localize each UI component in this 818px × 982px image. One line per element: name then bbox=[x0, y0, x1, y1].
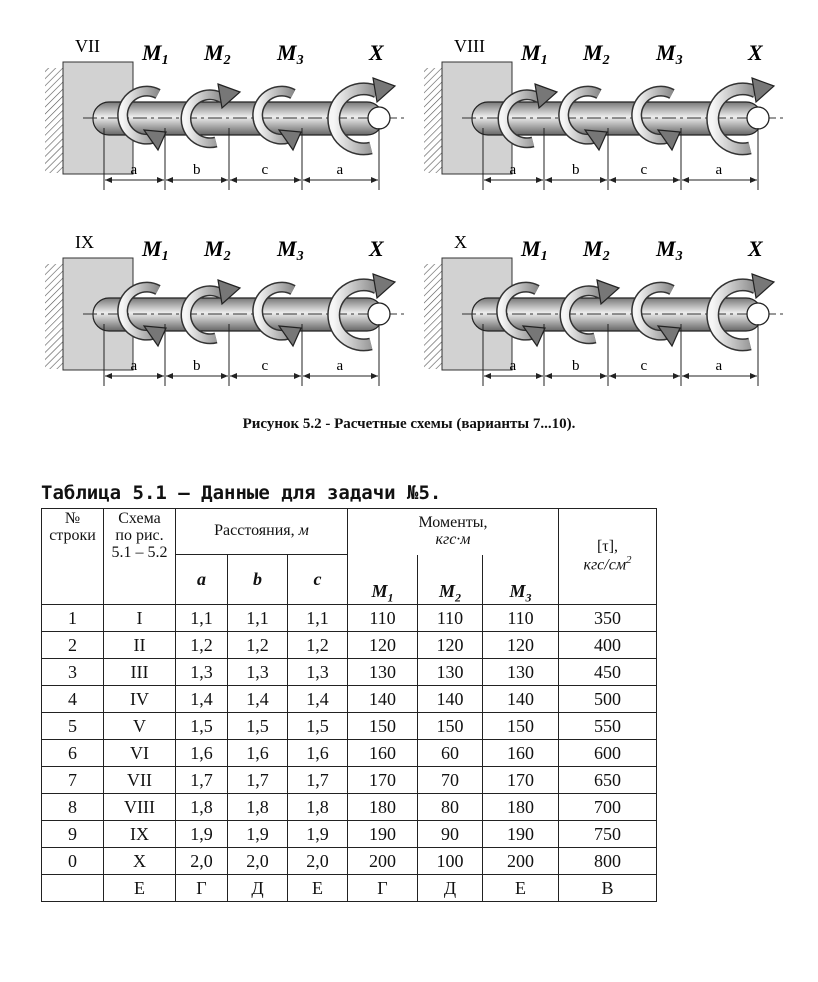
header-b: b bbox=[228, 555, 288, 605]
table-body bbox=[42, 605, 657, 902]
table-cell: 120 bbox=[348, 632, 418, 659]
moment-label: M1 bbox=[142, 40, 169, 68]
table-cell: 1,2 bbox=[288, 632, 348, 659]
header-c: c bbox=[288, 555, 348, 605]
table-cell: 3 bbox=[42, 659, 104, 686]
dim-label: b bbox=[572, 358, 580, 374]
schemes-svg bbox=[0, 0, 818, 400]
table-cell: 180 bbox=[348, 794, 418, 821]
header-moments-text: Моменты, bbox=[418, 513, 488, 531]
table-cell: VI bbox=[104, 740, 176, 767]
table-cell: IX bbox=[104, 821, 176, 848]
table-cell bbox=[42, 875, 104, 902]
table-cell: X bbox=[104, 848, 176, 875]
table-cell: 110 bbox=[483, 605, 559, 632]
table-cell: 550 bbox=[559, 713, 657, 740]
table-cell: 8 bbox=[42, 794, 104, 821]
table-row bbox=[42, 740, 657, 767]
table-cell: 180 bbox=[483, 794, 559, 821]
table-cell: 1,8 bbox=[288, 794, 348, 821]
moment-label: M2 bbox=[204, 40, 231, 68]
table-cell: 120 bbox=[418, 632, 483, 659]
table-cell: 1,2 bbox=[176, 632, 228, 659]
table-cell: 2 bbox=[42, 632, 104, 659]
table-cell: 110 bbox=[418, 605, 483, 632]
table-cell: 140 bbox=[483, 686, 559, 713]
wall-hatch bbox=[424, 264, 442, 369]
moment-label: X bbox=[748, 236, 763, 261]
header-m2-sub: 2 bbox=[455, 590, 461, 605]
dim-label: b bbox=[572, 162, 580, 178]
table-row bbox=[42, 848, 657, 875]
table-cell: 1,9 bbox=[176, 821, 228, 848]
table-cell: 450 bbox=[559, 659, 657, 686]
wall-hatch bbox=[45, 264, 63, 369]
table-row bbox=[42, 605, 657, 632]
table-cell: V bbox=[104, 713, 176, 740]
dim-label: a bbox=[509, 358, 517, 374]
table-cell: Е bbox=[104, 875, 176, 902]
scheme-label: IX bbox=[75, 232, 94, 252]
moment-label: M1 bbox=[521, 40, 548, 68]
moment-label: M2 bbox=[204, 236, 231, 264]
table-cell: 1,6 bbox=[176, 740, 228, 767]
header-scheme bbox=[104, 509, 176, 605]
dim-label: a bbox=[130, 358, 138, 374]
dim-label: a bbox=[715, 162, 723, 178]
figure-caption: Рисунок 5.2 - Расчетные схемы (варианты 7...10). bbox=[242, 416, 576, 432]
table-cell: 9 bbox=[42, 821, 104, 848]
header-tau-unit-pow: 2 bbox=[626, 554, 632, 567]
table-row bbox=[42, 767, 657, 794]
table-cell: 150 bbox=[348, 713, 418, 740]
table-cell: II bbox=[104, 632, 176, 659]
table-cell: 6 bbox=[42, 740, 104, 767]
header-row-no bbox=[42, 509, 104, 605]
table-title: Таблица 5.1 – Данные для задачи №5. bbox=[41, 482, 442, 504]
scheme-VII bbox=[45, 36, 405, 190]
table-cell: 1 bbox=[42, 605, 104, 632]
scheme-IX bbox=[45, 232, 405, 386]
dim-label: c bbox=[261, 162, 269, 178]
table-cell: 1,8 bbox=[228, 794, 288, 821]
moment-label: M3 bbox=[277, 40, 304, 68]
table-cell: 5 bbox=[42, 713, 104, 740]
table-cell: 190 bbox=[348, 821, 418, 848]
table-cell: 800 bbox=[559, 848, 657, 875]
dim-label: a bbox=[715, 358, 723, 374]
table-cell: 1,1 bbox=[176, 605, 228, 632]
table-row bbox=[42, 632, 657, 659]
table-cell: 650 bbox=[559, 767, 657, 794]
header-row-no-l2: строки bbox=[49, 526, 96, 544]
table-cell: 100 bbox=[418, 848, 483, 875]
table-cell: 600 bbox=[559, 740, 657, 767]
header-distances-unit: м bbox=[298, 522, 309, 540]
moment-label: M2 bbox=[583, 40, 610, 68]
moment-label: M1 bbox=[521, 236, 548, 264]
table-cell: 140 bbox=[418, 686, 483, 713]
table-cell: 150 bbox=[418, 713, 483, 740]
table-cell: 70 bbox=[418, 767, 483, 794]
header-tau-text: [τ], bbox=[596, 537, 619, 555]
dim-label: c bbox=[640, 162, 648, 178]
header-moments-unit: кгс·м bbox=[435, 530, 471, 548]
table-cell: 1,7 bbox=[228, 767, 288, 794]
moment-label: M2 bbox=[583, 236, 610, 264]
table-cell: 2,0 bbox=[176, 848, 228, 875]
table-cell: VIII bbox=[104, 794, 176, 821]
table-cell: 130 bbox=[483, 659, 559, 686]
shaft-end bbox=[368, 303, 390, 325]
table-cell: 90 bbox=[418, 821, 483, 848]
shaft-end bbox=[747, 303, 769, 325]
table-cell: 350 bbox=[559, 605, 657, 632]
moment-label: M1 bbox=[142, 236, 169, 264]
table-cell: I bbox=[104, 605, 176, 632]
dim-label: c bbox=[261, 358, 269, 374]
table-cell: 150 bbox=[483, 713, 559, 740]
scheme-label: X bbox=[454, 232, 467, 252]
table-cell: III bbox=[104, 659, 176, 686]
table-cell: 700 bbox=[559, 794, 657, 821]
wall-hatch bbox=[45, 68, 63, 173]
header-m3-sub: 3 bbox=[525, 590, 532, 605]
wall-hatch bbox=[424, 68, 442, 173]
table-cell: 130 bbox=[348, 659, 418, 686]
header-tau-unit-wrap bbox=[559, 555, 656, 574]
header-m3 bbox=[483, 555, 559, 605]
header-m1 bbox=[348, 555, 418, 605]
table-row bbox=[42, 821, 657, 848]
table-cell: Д bbox=[228, 875, 288, 902]
dim-label: a bbox=[336, 358, 344, 374]
table-cell: 1,1 bbox=[228, 605, 288, 632]
table-cell: В bbox=[559, 875, 657, 902]
scheme-label: VIII bbox=[454, 36, 485, 56]
table-cell: Е bbox=[483, 875, 559, 902]
table-cell: 7 bbox=[42, 767, 104, 794]
dim-label: b bbox=[193, 358, 201, 374]
moment-label: M3 bbox=[656, 40, 683, 68]
shaft-end bbox=[368, 107, 390, 129]
scheme-VIII bbox=[424, 36, 784, 190]
table-cell: 200 bbox=[348, 848, 418, 875]
table-cell: 0 bbox=[42, 848, 104, 875]
table-row bbox=[42, 713, 657, 740]
table-cell: Г bbox=[176, 875, 228, 902]
table-cell: 1,4 bbox=[288, 686, 348, 713]
dim-label: c bbox=[640, 358, 648, 374]
table-cell: 4 bbox=[42, 686, 104, 713]
scheme-X bbox=[424, 232, 784, 386]
header-scheme-l3: 5.1 – 5.2 bbox=[111, 543, 168, 561]
table-cell: 160 bbox=[348, 740, 418, 767]
table-cell: 1,5 bbox=[176, 713, 228, 740]
table-cell: Г bbox=[348, 875, 418, 902]
table-cell: 200 bbox=[483, 848, 559, 875]
table-cell: 1,6 bbox=[228, 740, 288, 767]
table-cell: 1,7 bbox=[288, 767, 348, 794]
table-cell: Д bbox=[418, 875, 483, 902]
table-cell: 170 bbox=[348, 767, 418, 794]
header-moments bbox=[348, 509, 559, 555]
table-cell: 1,4 bbox=[176, 686, 228, 713]
data-table bbox=[41, 508, 657, 902]
moment-label: X bbox=[748, 40, 763, 65]
header-scheme-l1: Схема bbox=[118, 510, 161, 527]
header-m1-text: M bbox=[371, 580, 388, 601]
table-footer-row bbox=[42, 875, 657, 902]
schemes-figure bbox=[0, 0, 818, 400]
shaft-end bbox=[747, 107, 769, 129]
header-tau-unit: кгс/см bbox=[583, 556, 627, 574]
table-cell: 1,1 bbox=[288, 605, 348, 632]
header-m1-sub: 1 bbox=[387, 590, 394, 605]
table-cell: 1,7 bbox=[176, 767, 228, 794]
header-a: a bbox=[176, 555, 228, 605]
table-cell: 60 bbox=[418, 740, 483, 767]
moment-label: M3 bbox=[277, 236, 304, 264]
header-m3-text: M bbox=[509, 580, 526, 601]
table-cell: 2,0 bbox=[228, 848, 288, 875]
table-cell: 1,3 bbox=[288, 659, 348, 686]
header-scheme-l2: по рис. bbox=[115, 526, 164, 544]
header-distances bbox=[176, 509, 348, 555]
table-cell: 1,5 bbox=[288, 713, 348, 740]
table-cell: 1,9 bbox=[288, 821, 348, 848]
table-cell: 130 bbox=[418, 659, 483, 686]
table-cell: 170 bbox=[483, 767, 559, 794]
header-row-no-l1: № bbox=[64, 510, 81, 527]
table-cell: 1,4 bbox=[228, 686, 288, 713]
table-cell: 2,0 bbox=[288, 848, 348, 875]
table-row bbox=[42, 686, 657, 713]
dim-label: a bbox=[509, 162, 517, 178]
table-row bbox=[42, 659, 657, 686]
dim-label: a bbox=[336, 162, 344, 178]
table-cell: 140 bbox=[348, 686, 418, 713]
table-row bbox=[42, 794, 657, 821]
table-cell: 110 bbox=[348, 605, 418, 632]
table-cell: IV bbox=[104, 686, 176, 713]
table-cell: 750 bbox=[559, 821, 657, 848]
table-cell: 1,6 bbox=[288, 740, 348, 767]
header-m2 bbox=[418, 555, 483, 605]
header-m2-text: M bbox=[438, 580, 455, 601]
moment-label: M3 bbox=[656, 236, 683, 264]
table-cell: 160 bbox=[483, 740, 559, 767]
dim-label: a bbox=[130, 162, 138, 178]
table-cell: 120 bbox=[483, 632, 559, 659]
table-cell: 190 bbox=[483, 821, 559, 848]
table-cell: 400 bbox=[559, 632, 657, 659]
table-cell: Е bbox=[288, 875, 348, 902]
table-cell: 1,8 bbox=[176, 794, 228, 821]
header-distances-text: Расстояния, bbox=[214, 522, 299, 540]
table-cell: 1,5 bbox=[228, 713, 288, 740]
table-cell: 1,9 bbox=[228, 821, 288, 848]
table-cell: 500 bbox=[559, 686, 657, 713]
table-cell: 1,2 bbox=[228, 632, 288, 659]
table-cell: 1,3 bbox=[176, 659, 228, 686]
table-cell: VII bbox=[104, 767, 176, 794]
scheme-label: VII bbox=[75, 36, 100, 56]
moment-label: X bbox=[369, 236, 384, 261]
moment-label: X bbox=[369, 40, 384, 65]
header-tau bbox=[559, 509, 657, 605]
table-cell: 80 bbox=[418, 794, 483, 821]
table-cell: 1,3 bbox=[228, 659, 288, 686]
dim-label: b bbox=[193, 162, 201, 178]
